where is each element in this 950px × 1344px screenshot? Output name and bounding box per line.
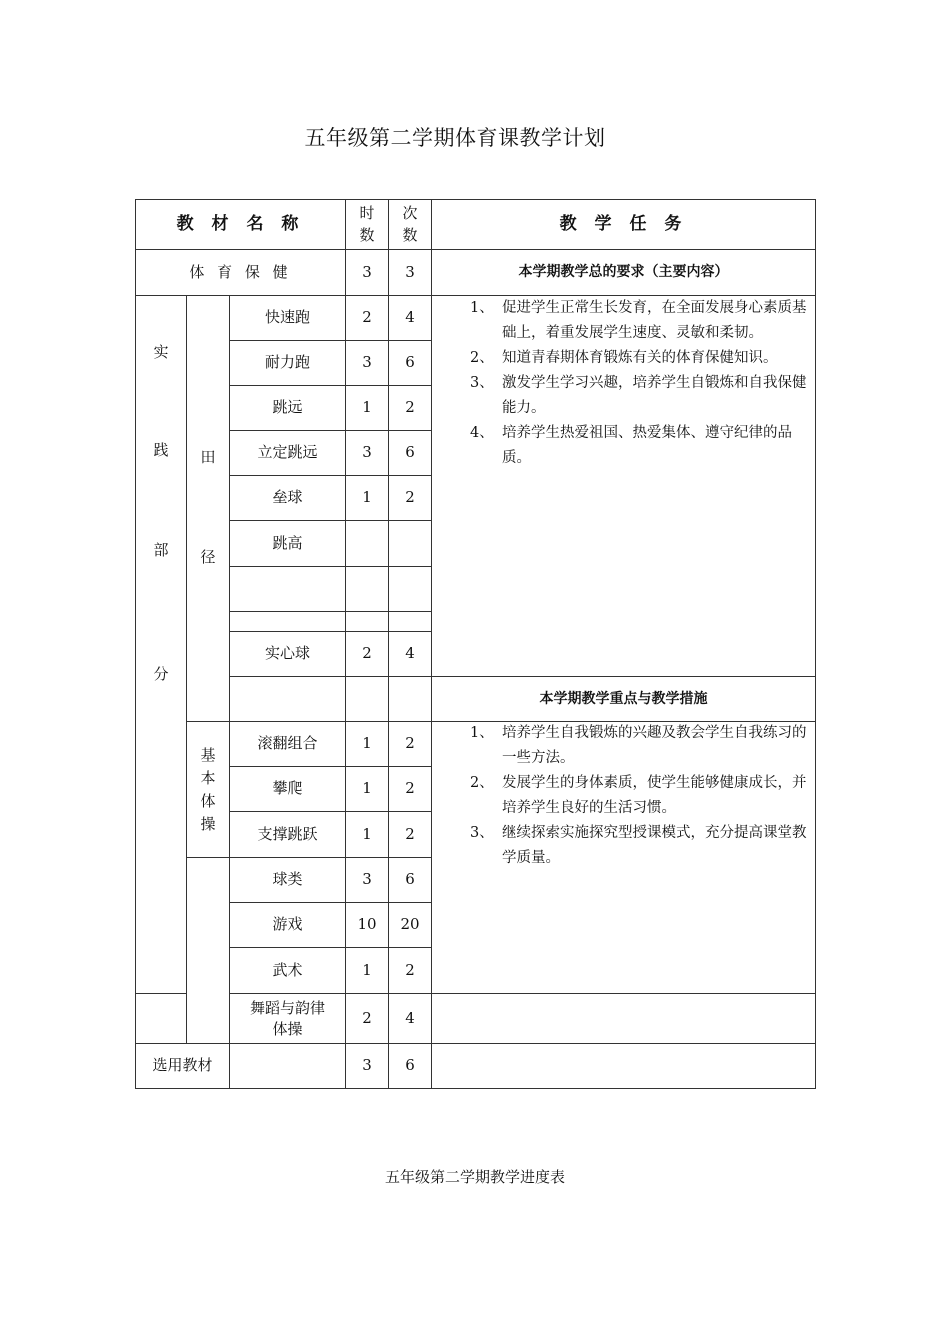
list-item <box>470 346 810 371</box>
elective-times: 6 <box>405 1056 415 1075</box>
header-times-line-1: 次 <box>402 203 418 222</box>
item-hours: 10 <box>357 915 377 934</box>
requirements-list <box>470 296 810 471</box>
page-title: 五年级第二学期体育课教学计划 <box>304 126 606 150</box>
item-times: 4 <box>405 308 415 327</box>
list-item-number: 2、 <box>470 350 494 366</box>
list-item <box>470 821 810 871</box>
progress-table-title: 五年级第二学期教学进度表 <box>384 1168 565 1186</box>
header-hours <box>346 200 388 249</box>
header-hours-line-2: 数 <box>359 225 375 244</box>
header-times <box>389 200 431 249</box>
item-hours: 2 <box>362 644 372 663</box>
gym-label-char-3: 体 <box>200 791 216 810</box>
header-times-line-2: 数 <box>402 225 418 244</box>
item-times: 6 <box>405 353 415 372</box>
item-name: 垒球 <box>272 488 303 507</box>
item-name-line-1: 舞蹈与韵律 <box>249 998 325 1017</box>
header-hours-line-1: 时 <box>359 203 375 222</box>
item-times <box>389 521 431 566</box>
header-task: 教 学 任 务 <box>559 214 688 235</box>
list-item-text: 促进学生正常生长发育，在全面发展身心素质基础上，着重发展学生速度、灵敏和柔韧。 <box>502 300 807 341</box>
list-item-number: 1、 <box>470 725 494 741</box>
item-hours: 3 <box>362 870 372 889</box>
item-name: 跳高 <box>272 533 303 552</box>
section-title-requirements: 本学期教学总的要求（主要内容） <box>518 264 729 281</box>
track-label-char-1: 田 <box>200 448 216 467</box>
item-hours: 1 <box>362 398 372 417</box>
list-item <box>470 296 810 346</box>
item-hours: 3 <box>362 443 372 462</box>
elective-label: 选用教材 <box>152 1056 213 1075</box>
gym-label-char-2: 本 <box>200 768 216 787</box>
elective-hours: 3 <box>362 1056 372 1075</box>
item-name: 耐力跑 <box>264 353 310 372</box>
health-times: 3 <box>405 262 415 281</box>
item-name: 立定跳远 <box>257 443 318 462</box>
list-item-number: 3、 <box>470 825 494 841</box>
measures-list <box>470 721 810 871</box>
item-hours: 1 <box>362 960 372 979</box>
practice-label-char-2: 践 <box>153 441 169 460</box>
item-name: 游戏 <box>272 915 303 934</box>
item-name-line-2: 体操 <box>272 1019 303 1038</box>
item-times: 6 <box>405 443 415 462</box>
item-times: 2 <box>405 779 415 798</box>
item-hours: 3 <box>362 353 372 372</box>
practice-label-char-4: 分 <box>153 665 169 684</box>
item-times: 2 <box>405 960 415 979</box>
track-label-char-2: 径 <box>200 548 216 567</box>
list-item-number: 3、 <box>470 375 494 391</box>
item-hours: 1 <box>362 824 372 843</box>
item-hours <box>346 521 388 566</box>
item-name: 攀爬 <box>272 779 303 798</box>
list-item-text: 培养学生热爱祖国、热爱集体、遵守纪律的品质。 <box>502 425 792 466</box>
list-item <box>470 421 810 471</box>
list-item-text: 激发学生学习兴趣，培养学生自锻炼和自我保健能力。 <box>502 375 807 416</box>
health-label: 体 育 保 健 <box>189 262 292 281</box>
gym-label-char-1: 基 <box>200 745 216 764</box>
health-hours: 3 <box>362 262 372 281</box>
list-item-text: 继续探索实施探究型授课模式，充分提高课堂教学质量。 <box>502 825 807 866</box>
item-hours: 1 <box>362 488 372 507</box>
section-title-measures: 本学期教学重点与教学措施 <box>539 690 708 707</box>
item-hours: 1 <box>362 734 372 753</box>
list-item-number: 2、 <box>470 775 494 791</box>
list-item-text: 发展学生的身体素质，使学生能够健康成长，并培养学生良好的生活习惯。 <box>502 775 807 816</box>
item-hours: 2 <box>362 1008 372 1027</box>
list-item <box>470 371 810 421</box>
list-item-number: 4、 <box>470 425 494 441</box>
item-times: 4 <box>405 644 415 663</box>
list-item-text: 知道青春期体育锻炼有关的体育保健知识。 <box>502 350 778 366</box>
item-name: 支撑跳跃 <box>257 824 318 843</box>
item-name <box>230 994 345 1043</box>
item-name: 实心球 <box>264 644 310 663</box>
list-item <box>470 721 810 771</box>
item-name: 武术 <box>272 960 303 979</box>
item-name: 跳远 <box>272 398 303 417</box>
item-times: 2 <box>405 488 415 507</box>
item-hours: 2 <box>362 308 372 327</box>
item-name: 快速跑 <box>264 308 310 327</box>
header-material: 教 材 名 称 <box>176 214 305 235</box>
gym-label-char-4: 操 <box>200 814 216 833</box>
item-times: 2 <box>405 398 415 417</box>
list-item-number: 1、 <box>470 300 494 316</box>
gym-label <box>187 722 229 857</box>
practice-label-char-3: 部 <box>153 541 169 560</box>
list-item-text: 培养学生自我锻炼的兴趣及教会学生自我练习的一些方法。 <box>502 725 807 766</box>
item-times: 6 <box>405 870 415 889</box>
practice-label-char-1: 实 <box>153 343 169 362</box>
item-times: 20 <box>400 915 420 934</box>
item-name: 球类 <box>272 870 303 889</box>
item-hours: 1 <box>362 779 372 798</box>
list-item <box>470 771 810 821</box>
item-times: 2 <box>405 824 415 843</box>
item-times: 2 <box>405 734 415 753</box>
item-times: 4 <box>405 1008 415 1027</box>
item-name: 滚翻组合 <box>257 734 318 753</box>
